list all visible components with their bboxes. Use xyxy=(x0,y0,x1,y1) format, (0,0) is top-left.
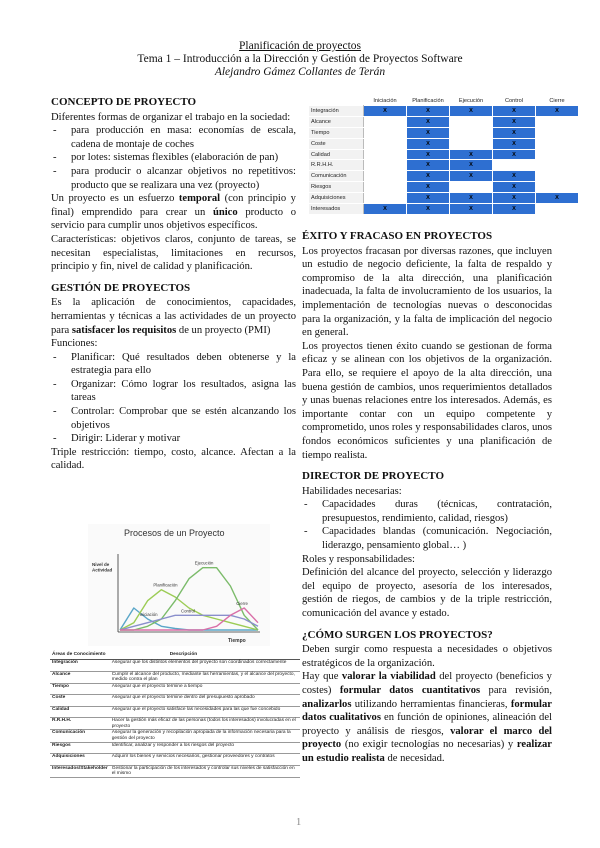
description-cell: Identificar, analizar y responder a los riesgos del proyecto xyxy=(110,742,300,754)
table-row xyxy=(309,160,579,171)
table-row xyxy=(50,742,300,754)
document-header xyxy=(0,40,600,79)
concepto-heading: CONCEPTO DE PROYECTO xyxy=(51,96,197,108)
empty-cell xyxy=(364,171,407,182)
marked-cell: X xyxy=(493,171,536,182)
description-cell: Asegurar que los distintos elementos del proyecto son coordinados correctamente xyxy=(110,660,300,672)
marked-cell: X xyxy=(407,106,450,117)
empty-cell xyxy=(450,182,493,193)
description-cell: Adquirir los bienes y servicios necesarios, gestionar proveedores y contratos xyxy=(110,754,300,766)
table-header-cell: Control xyxy=(493,96,536,106)
area-label-cell: Integración xyxy=(309,106,364,117)
table-row xyxy=(50,730,300,742)
marked-cell: X xyxy=(493,127,536,138)
marked-cell: X xyxy=(450,171,493,182)
habilidades-label: Habilidades necesarias: xyxy=(302,485,402,497)
area-cell: Comunicación xyxy=(50,730,110,742)
list-item: - Capacidades blandas (comunicación. Negociación, liderazgo, pensamiento global… ) xyxy=(302,525,552,552)
empty-cell xyxy=(536,149,579,160)
funciones-label: Funciones: xyxy=(51,338,98,350)
concepto-intro: Diferentes formas de organizar el trabajo en la sociedad: xyxy=(51,111,291,123)
table-row xyxy=(309,182,579,193)
table-header-row xyxy=(50,652,300,660)
table-row xyxy=(50,683,300,695)
roles-label: Roles y responsabilidades: xyxy=(302,553,415,565)
table-row xyxy=(309,204,579,215)
area-label-cell: Riesgos xyxy=(309,182,364,193)
list-item: - Organizar: Cómo lograr los resultados, asigna las tareas xyxy=(51,378,296,405)
marked-cell: X xyxy=(407,127,450,138)
concepto-caracteristicas: Características: objetivos claros, conjunto de tareas, se necesitan especialistas, limitaciones en recursos, principio y fin, nivel de calidad y planificación. xyxy=(51,233,296,273)
right-column xyxy=(302,230,552,766)
series-label: Cierre xyxy=(236,601,248,606)
description-cell: Asegurar que el proyecto termine dentro del presupuesto aprobado xyxy=(110,695,300,707)
area-label-cell: Adquisiciones xyxy=(309,193,364,204)
marked-cell: X xyxy=(364,204,407,215)
list-item: - Dirigir: Liderar y motivar xyxy=(51,432,296,446)
list-item: - por lotes: sistemas flexibles (elaboración de pan) xyxy=(51,151,296,165)
left-column xyxy=(51,96,296,473)
exito-paragraph-2: Los proyectos tienen éxito cuando se gestionan de forma eficaz y se alinean con los objetivos de la organización. Para ello, se requiere el apoyo de la alta dirección, una buena gestión de cambios, unos requerimientos detallados y unas buenas relaciones entre los interesados. Además, es importante contar con un equipo competente y comprometido, unos roles y responsabilidades claros, unos fondos económicos suficientes y una planificación de tiempo realista. xyxy=(302,340,552,461)
table-row xyxy=(50,671,300,683)
marked-cell: X xyxy=(536,106,579,117)
document-author: Alejandro Gámez Collantes de Terán xyxy=(214,66,386,78)
chart-ylabel: Nivel de Actividad xyxy=(92,562,113,573)
marked-cell: X xyxy=(407,171,450,182)
description-cell: Asegurar que el proyecto satisface las necesidades para las que fue concebido xyxy=(110,706,300,718)
empty-cell xyxy=(536,160,579,171)
table-header-cell: Cierre xyxy=(536,96,579,106)
table-header-cell: Ejecución xyxy=(450,96,493,106)
marked-cell: X xyxy=(450,106,493,117)
description-cell: Cumplir el alcance del producto, mediante las herramientas, y el alcance del proyecto, medido contra el plan xyxy=(110,671,300,683)
area-cell: R.R.H.H. xyxy=(50,718,110,730)
gestion-definition: Es la aplicación de conocimientos, capacidades, herramientas y técnicas a las actividades de un proyecto para satisfacer los requisitos de un proyecto (PMI) xyxy=(51,297,296,336)
marked-cell: X xyxy=(407,160,450,171)
table-header-cell: Descripción xyxy=(110,652,300,660)
area-label-cell: Tiempo xyxy=(309,127,364,138)
marked-cell: X xyxy=(407,182,450,193)
roles-text: Definición del alcance del proyecto, selección y liderazgo del equipo de proyecto, asesoría de los interesados, gestión de riegos, de cambios y de la triple restricción, comunicación del avance y estado. xyxy=(302,567,552,620)
area-label-cell: Coste xyxy=(309,138,364,149)
empty-cell xyxy=(536,127,579,138)
empty-cell xyxy=(536,138,579,149)
empty-cell xyxy=(364,138,407,149)
marked-cell: X xyxy=(493,116,536,127)
series-label: Planificación xyxy=(153,582,178,588)
triple-restriccion: Triple restricción: tiempo, costo, alcance. Afectan a la calidad. xyxy=(51,446,296,472)
empty-cell xyxy=(364,193,407,204)
description-cell: Asegurar que el proyecto termine a tiempo xyxy=(110,683,300,695)
marked-cell: X xyxy=(450,193,493,204)
marked-cell: X xyxy=(450,160,493,171)
empty-cell xyxy=(536,116,579,127)
series-label: Ejecución xyxy=(194,560,214,566)
exito-paragraph-1: Los proyectos fracasan por diversas razones, que incluyen un estudio de negocio deficiente, la falta de respaldo y compromiso de la alta dirección, una planificación inadecuada, la falta de involucramiento de los usuarios, la implementación de tecnologías nuevas o desconocidas para la organización, y la falta de implicación del negocio en general. xyxy=(302,245,552,339)
table-row xyxy=(50,765,300,777)
director-heading: DIRECTOR DE PROYECTO xyxy=(302,470,445,483)
table-row xyxy=(50,754,300,766)
series-label: Control xyxy=(181,608,195,614)
empty-cell xyxy=(450,127,493,138)
document-title: Planificación de proyectos xyxy=(239,40,361,52)
marked-cell: X xyxy=(407,149,450,160)
procesos-chart xyxy=(88,524,270,646)
list-item: - Controlar: Comprobar que se estén alcanzando los objetivos xyxy=(51,405,296,432)
empty-cell xyxy=(364,116,407,127)
marked-cell: X xyxy=(407,138,450,149)
page-number: 1 xyxy=(296,817,302,828)
marked-cell: X xyxy=(493,193,536,204)
empty-cell xyxy=(364,127,407,138)
series-label: Iniciación xyxy=(139,612,158,617)
marked-cell: X xyxy=(407,116,450,127)
table-row xyxy=(309,193,579,204)
empty-cell xyxy=(364,182,407,193)
area-cell: Interesados/Stakeholder xyxy=(50,765,110,777)
area-label-cell: Alcance xyxy=(309,116,364,127)
table-header-cell: Iniciación xyxy=(364,96,407,106)
table-row xyxy=(50,695,300,707)
marked-cell: X xyxy=(493,138,536,149)
funciones-list xyxy=(51,351,296,446)
marked-cell: X xyxy=(493,106,536,117)
table-row xyxy=(309,149,579,160)
table-row xyxy=(50,718,300,730)
chart-title: Procesos de un Proyecto xyxy=(124,528,225,538)
exito-heading: ÉXITO Y FRACASO EN PROYECTOS xyxy=(302,230,493,242)
chart-xlabel: Tiempo xyxy=(228,638,246,644)
surgen-paragraph-1: Deben surgir como respuesta a necesidades o objetivos estratégicos de la organización. xyxy=(302,644,552,669)
empty-cell xyxy=(450,138,493,149)
area-label-cell: Calidad xyxy=(309,149,364,160)
marked-cell: X xyxy=(407,193,450,204)
marked-cell: X xyxy=(493,204,536,215)
empty-cell xyxy=(536,171,579,182)
area-cell: Integración xyxy=(50,660,110,672)
gestion-heading: GESTIÓN DE PROYECTOS xyxy=(51,281,191,294)
table-row xyxy=(309,138,579,149)
description-cell: Hacer la gestión más eficaz de las personas (todos los interesados) involucradas en el proyecto xyxy=(110,718,300,730)
area-label-cell: Interesados xyxy=(309,204,364,215)
area-cell: Coste xyxy=(50,695,110,707)
table-header-cell: Áreas de Conocimiento xyxy=(50,652,110,660)
area-cell: Calidad xyxy=(50,706,110,718)
document-subtitle: Tema 1 – Introducción a la Dirección y Gestión de Proyectos Software xyxy=(137,53,463,65)
marked-cell: X xyxy=(493,182,536,193)
marked-cell: X xyxy=(450,149,493,160)
table-row xyxy=(309,106,579,117)
table-row xyxy=(50,706,300,718)
procesos-areas-table xyxy=(308,96,579,215)
list-item: - para producción en masa: economías de escala, cadena de montaje de coches xyxy=(51,124,296,151)
habilidades-list xyxy=(302,498,552,552)
marked-cell: X xyxy=(450,204,493,215)
surgen-paragraph-2: Hay que valorar la viabilidad del proyecto (beneficios y costes) formular datos cuantitativos para revisión, analizarlos utilizando herramientas financieras, formular datos cualitativos en función de opiniones, alineación del proyecto y análisis de riesgos, valorar el marco del proyecto (no exigir tecnologías no necesarias) y realizar un estudio realista de necesidad. xyxy=(302,671,552,764)
list-item: - para producir o alcanzar objetivos no repetitivos: producto que se realizara una vez (proyecto) xyxy=(51,165,296,192)
marked-cell: X xyxy=(493,149,536,160)
list-item: - Capacidades duras (técnicas, contratación, presupuestos, rendimiento, calidad, riesgos) xyxy=(302,498,552,525)
surgen-heading: ¿CÓMO SURGEN LOS PROYECTOS? xyxy=(302,628,493,641)
area-cell: Adquisiciones xyxy=(50,754,110,766)
area-cell: Alcance xyxy=(50,671,110,683)
area-label-cell: R.R.H.H. xyxy=(309,160,364,171)
empty-cell xyxy=(364,160,407,171)
table-header-cell: Planificación xyxy=(407,96,450,106)
areas-conocimiento-table xyxy=(50,652,300,778)
marked-cell: X xyxy=(536,193,579,204)
table-row xyxy=(309,127,579,138)
area-cell: Tiempo xyxy=(50,683,110,695)
table-row xyxy=(309,116,579,127)
marked-cell: X xyxy=(364,106,407,117)
table-row xyxy=(50,660,300,672)
description-cell: Asegurar la generación y recopilación apropiada de la información necesaria para la gestión del proyecto xyxy=(110,730,300,742)
area-label-cell: Comunicación xyxy=(309,171,364,182)
table-row xyxy=(309,171,579,182)
empty-cell xyxy=(450,116,493,127)
description-cell: Gestionar la participación de los interesados y controlar sus niveles de satisfacción en el mismo xyxy=(110,765,300,777)
empty-cell xyxy=(536,204,579,215)
empty-cell xyxy=(364,149,407,160)
marked-cell: X xyxy=(407,204,450,215)
concepto-definition: Un proyecto es un esfuerzo temporal (con principio y final) emprendido para crear un único producto o servicio para cumplir unos objetivos específicos. xyxy=(51,193,296,232)
empty-cell xyxy=(493,160,536,171)
concepto-list xyxy=(51,124,296,192)
list-item: - Planificar: Qué resultados deben obtenerse y la estrategia para ello xyxy=(51,351,296,378)
series-line-ejecución xyxy=(120,568,258,630)
empty-cell xyxy=(536,182,579,193)
area-cell: Riesgos xyxy=(50,742,110,754)
table-header-row xyxy=(309,96,579,106)
